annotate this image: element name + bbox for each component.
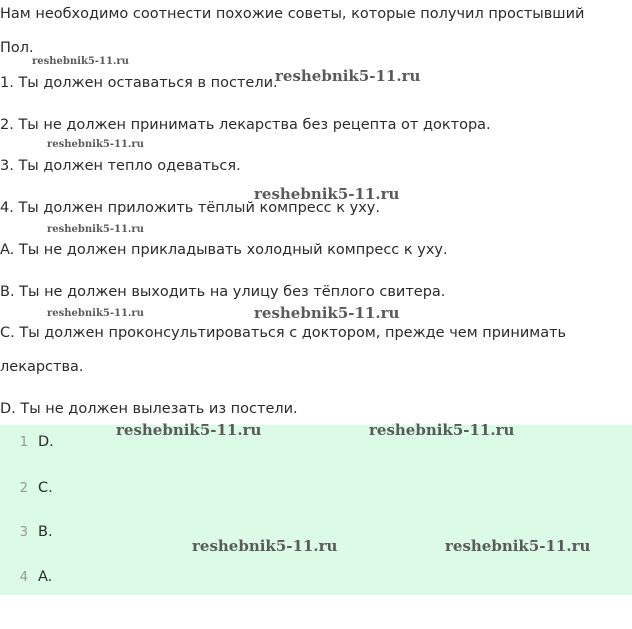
advice-item-1: 1. Ты должен оставаться в постели. (0, 75, 278, 91)
answer-value: B. (38, 524, 53, 540)
answer-row-3 (0, 524, 53, 540)
answer-number: 4 (19, 570, 28, 585)
advice-item-4: 4. Ты должен приложить тёплый компресс к уху. (0, 200, 380, 216)
answer-row-2 (0, 480, 53, 496)
watermark: reshebnik5-11.ru (47, 224, 144, 235)
watermark: reshebnik5-11.ru (369, 421, 515, 439)
answer-value: A. (38, 569, 53, 585)
option-a: A. Ты не должен прикладывать холодный компресс к уху. (0, 242, 448, 258)
watermark: reshebnik5-11.ru (254, 185, 400, 203)
answer-row-4 (0, 569, 52, 585)
answer-number: 3 (19, 525, 28, 540)
advice-item-3: 3. Ты должен тепло одеваться. (0, 158, 241, 174)
answer-row-1 (0, 434, 54, 450)
answer-value: C. (38, 480, 53, 496)
watermark: reshebnik5-11.ru (47, 308, 144, 319)
option-c-line1: C. Ты должен проконсультироваться с доктором, прежде чем принимать (0, 325, 567, 341)
answer-block (0, 425, 632, 595)
task-intro-line2: Пол. (0, 40, 34, 56)
answer-value: D. (38, 434, 54, 450)
option-b: B. Ты не должен выходить на улицу без тёплого свитера. (0, 284, 446, 300)
watermark: reshebnik5-11.ru (116, 421, 262, 439)
watermark: reshebnik5-11.ru (32, 56, 129, 67)
answer-number: 2 (19, 481, 28, 496)
advice-item-2: 2. Ты не должен принимать лекарства без рецепта от доктора. (0, 117, 491, 133)
watermark: reshebnik5-11.ru (47, 139, 144, 150)
watermark: reshebnik5-11.ru (275, 67, 421, 85)
option-d: D. Ты не должен вылезать из постели. (0, 401, 298, 417)
option-c-line2: лекарства. (0, 359, 84, 375)
watermark: reshebnik5-11.ru (254, 304, 400, 322)
watermark: reshebnik5-11.ru (192, 537, 338, 555)
task-intro-line1: Нам необходимо соотнести похожие советы, которые получил простывший (0, 6, 585, 22)
watermark: reshebnik5-11.ru (445, 537, 591, 555)
answer-number: 1 (19, 435, 28, 450)
